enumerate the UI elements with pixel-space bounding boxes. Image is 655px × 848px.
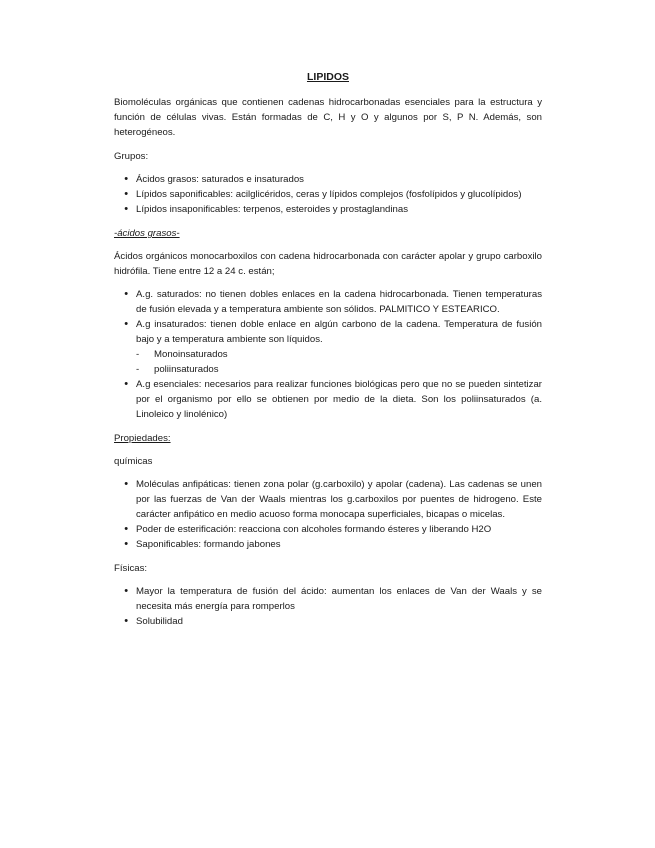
page-title: LIPIDOS (306, 71, 349, 83)
insaturados-sublist (136, 347, 542, 377)
list-item: • Moléculas anfipáticas: tienen zona polar (g.carboxilo) y apolar (cadena). Las cadenas se unen por las fuerzas de Van der Waals mientras los g.carboxilos por puentes de hidrogeno. Este carácter anfipático en medio acuoso forma monocapa superficiales, bicapas o micelas. (114, 477, 542, 522)
acidos-heading: -ácidos grasos- (114, 228, 180, 239)
list-item (114, 287, 542, 317)
list-item: • Lípidos saponificables: acilglicéridos, ceras y lípidos complejos (fosfolípidos y glucolípidos) (114, 187, 542, 202)
list-item-text: A.g insaturados: tienen doble enlace en algún carbono de la cadena. Temperatura de fusión bajo y a temperatura ambiente son líquidos. (136, 319, 542, 345)
list-item: • Poder de esterificación: reacciona con alcoholes formando ésteres y liberando H2O (114, 522, 542, 537)
list-item: • Lípidos insaponificables: terpenos, esteroides y prostaglandinas (114, 202, 542, 217)
document-content (114, 70, 542, 629)
list-item: • Solubilidad (114, 614, 542, 629)
sublist-item: - Monoinsaturados (136, 347, 542, 362)
list-item-text: A.g esenciales: necesarios para realizar funciones biológicas pero que no se pueden sintetizar por el organismo por ello se obtienen por medio de la dieta. Son los poliinsaturados (a. Linoleico y linolénico) (136, 379, 542, 420)
intro-paragraph: Biomoléculas orgánicas que contienen cadenas hidrocarbonadas esenciales para la estructura y función de células vivas. Están formadas de C, H y O y algunos por S, P N. Además, son heterogéneos. (114, 97, 542, 138)
list-item-text: A.g. saturados: no tienen dobles enlaces en la cadena hidrocarbonada. Tienen temperaturas de fusión elevada y a temperatura ambiente son sólidos. PALMITICO Y ESTEARICO. (136, 289, 542, 315)
list-item: • Ácidos grasos: saturados e insaturados (114, 172, 542, 187)
list-item: • Mayor la temperatura de fusión del ácido: aumentan los enlaces de Van der Waals y se necesita más energía para romperlos (114, 584, 542, 614)
quimicas-list (114, 477, 542, 552)
propiedades-heading: Propiedades: (114, 433, 171, 444)
grupos-heading: Grupos: (114, 151, 149, 162)
quimicas-heading: químicas (114, 456, 153, 467)
acidos-paragraph: Ácidos orgánicos monocarboxilos con cadena hidrocarbonada con carácter apolar y grupo carboxilo hidrófila. Tiene entre 12 a 24 c. están; (114, 251, 542, 277)
list-item (114, 317, 542, 377)
list-item: • Saponificables: formando jabones (114, 537, 542, 552)
acidos-list (114, 287, 542, 422)
fisicas-list (114, 584, 542, 629)
sublist-item: - poliinsaturados (136, 362, 542, 377)
list-item (114, 377, 542, 422)
fisicas-heading: Físicas: (114, 563, 148, 574)
grupos-list (114, 172, 542, 217)
